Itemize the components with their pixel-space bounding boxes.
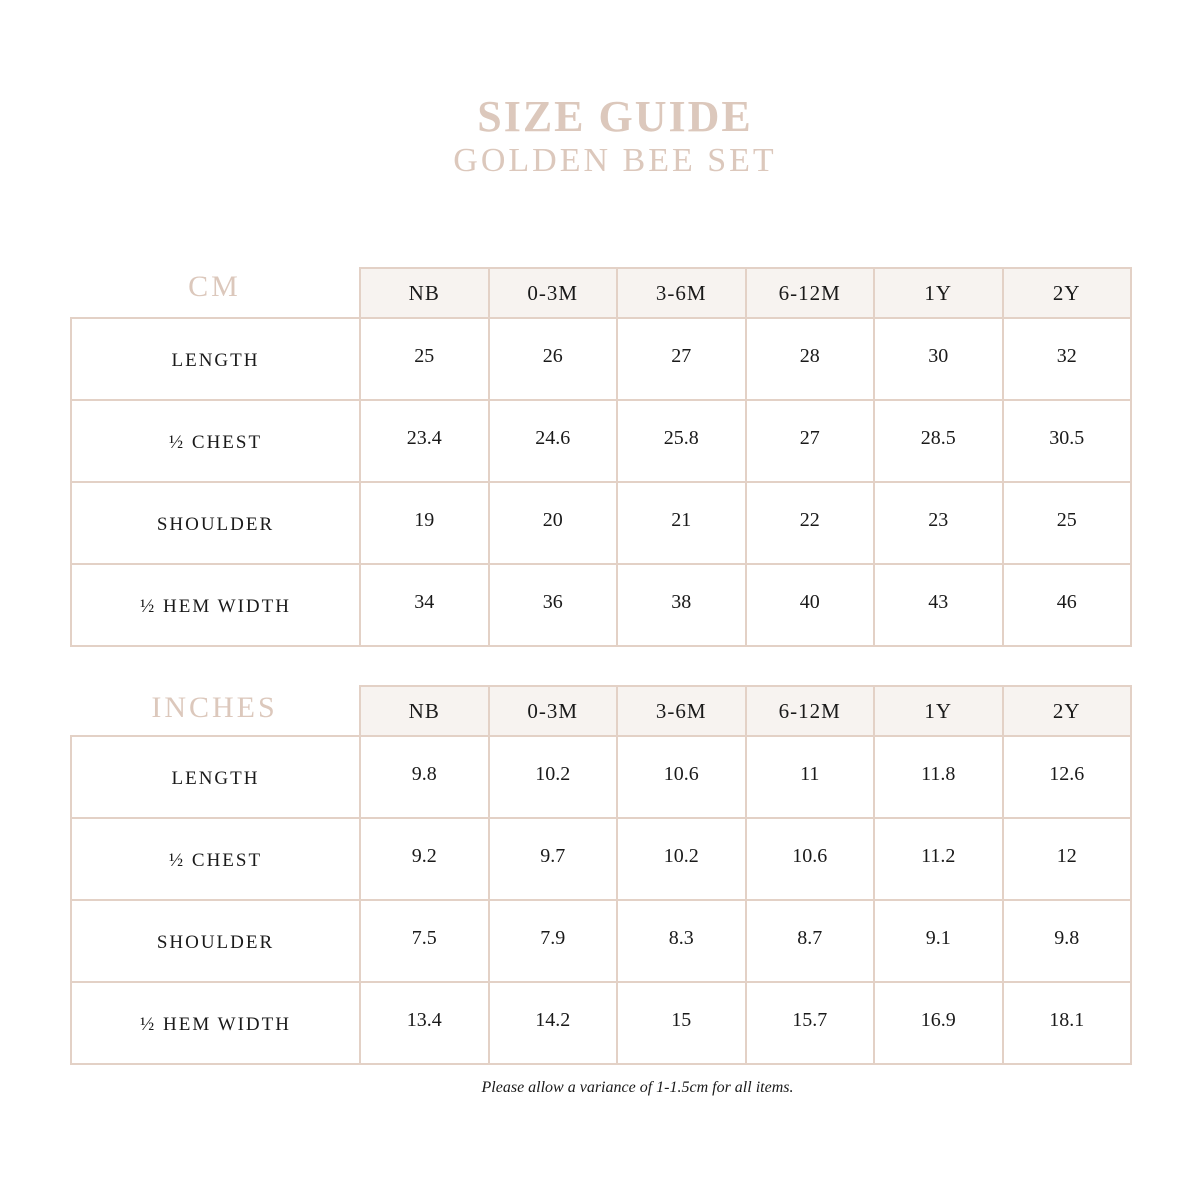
measurement-value: 36 (489, 564, 618, 646)
measurement-value: 32 (1003, 318, 1132, 400)
measurement-value: 11.2 (874, 818, 1003, 900)
measurement-value: 18.1 (1003, 982, 1132, 1064)
measurement-label: ½ HEM WIDTH (71, 982, 360, 1064)
product-name: GOLDEN BEE SET (453, 142, 777, 179)
size-header-cell: 6-12M (746, 268, 875, 318)
measurement-value: 22 (746, 482, 875, 564)
table-row (71, 564, 1131, 646)
measurement-value: 30 (874, 318, 1003, 400)
measurement-value: 12.6 (1003, 736, 1132, 818)
measurement-value: 10.2 (617, 818, 746, 900)
measurement-label: ½ CHEST (71, 400, 360, 482)
size-table-cm (70, 267, 1132, 647)
measurement-value: 15 (617, 982, 746, 1064)
table-row (71, 482, 1131, 564)
measurement-value: 11 (746, 736, 875, 818)
measurement-value: 24.6 (489, 400, 618, 482)
measurement-value: 25 (360, 318, 489, 400)
size-header-cell: 0-3M (489, 686, 618, 736)
measurement-value: 12 (1003, 818, 1132, 900)
measurement-value: 38 (617, 564, 746, 646)
table-row (71, 982, 1131, 1064)
measurement-value: 30.5 (1003, 400, 1132, 482)
size-header-cell: NB (360, 268, 489, 318)
measurement-value: 27 (746, 400, 875, 482)
table-row (71, 900, 1131, 982)
measurement-value: 8.7 (746, 900, 875, 982)
measurement-value: 7.5 (360, 900, 489, 982)
table-row (71, 400, 1131, 482)
measurement-value: 19 (360, 482, 489, 564)
measurement-label: ½ CHEST (71, 818, 360, 900)
measurement-value: 10.2 (489, 736, 618, 818)
measurement-value: 23 (874, 482, 1003, 564)
measurement-label: LENGTH (71, 318, 360, 400)
table-row (71, 736, 1131, 818)
measurement-value: 46 (1003, 564, 1132, 646)
size-header-cell: 1Y (874, 268, 1003, 318)
measurement-value: 9.8 (360, 736, 489, 818)
size-table-inches (70, 685, 1132, 1065)
measurement-value: 43 (874, 564, 1003, 646)
measurement-value: 23.4 (360, 400, 489, 482)
measurement-value: 16.9 (874, 982, 1003, 1064)
measurement-value: 14.2 (489, 982, 618, 1064)
table-row (71, 318, 1131, 400)
unit-label-inches: INCHES (151, 691, 278, 724)
measurement-label: SHOULDER (71, 482, 360, 564)
measurement-value: 13.4 (360, 982, 489, 1064)
size-header-cell: 2Y (1003, 686, 1132, 736)
measurement-value: 40 (746, 564, 875, 646)
measurement-value: 15.7 (746, 982, 875, 1064)
measurement-value: 11.8 (874, 736, 1003, 818)
measurement-value: 9.2 (360, 818, 489, 900)
size-header-cell: 3-6M (617, 268, 746, 318)
measurement-value: 34 (360, 564, 489, 646)
variance-note: Please allow a variance of 1-1.5cm for all items. (481, 1079, 794, 1096)
table-row (71, 818, 1131, 900)
measurement-label: ½ HEM WIDTH (71, 564, 360, 646)
measurement-value: 9.7 (489, 818, 618, 900)
size-header-row (71, 268, 1131, 318)
measurement-value: 25 (1003, 482, 1132, 564)
measurement-value: 7.9 (489, 900, 618, 982)
size-header-cell: 1Y (874, 686, 1003, 736)
measurement-label: LENGTH (71, 736, 360, 818)
measurement-value: 27 (617, 318, 746, 400)
size-header-cell: 6-12M (746, 686, 875, 736)
measurement-value: 10.6 (617, 736, 746, 818)
unit-label-cm: CM (188, 270, 241, 303)
size-header-cell: 0-3M (489, 268, 618, 318)
measurement-value: 9.1 (874, 900, 1003, 982)
size-header-row (71, 686, 1131, 736)
measurement-value: 20 (489, 482, 618, 564)
measurement-value: 28 (746, 318, 875, 400)
measurement-value: 28.5 (874, 400, 1003, 482)
page-title: SIZE GUIDE (477, 92, 753, 141)
measurement-value: 10.6 (746, 818, 875, 900)
header-corner (71, 268, 360, 318)
measurement-value: 8.3 (617, 900, 746, 982)
measurement-value: 26 (489, 318, 618, 400)
measurement-value: 21 (617, 482, 746, 564)
size-header-cell: 2Y (1003, 268, 1132, 318)
header-corner (71, 686, 360, 736)
size-header-cell: 3-6M (617, 686, 746, 736)
measurement-value: 9.8 (1003, 900, 1132, 982)
size-header-cell: NB (360, 686, 489, 736)
measurement-label: SHOULDER (71, 900, 360, 982)
measurement-value: 25.8 (617, 400, 746, 482)
